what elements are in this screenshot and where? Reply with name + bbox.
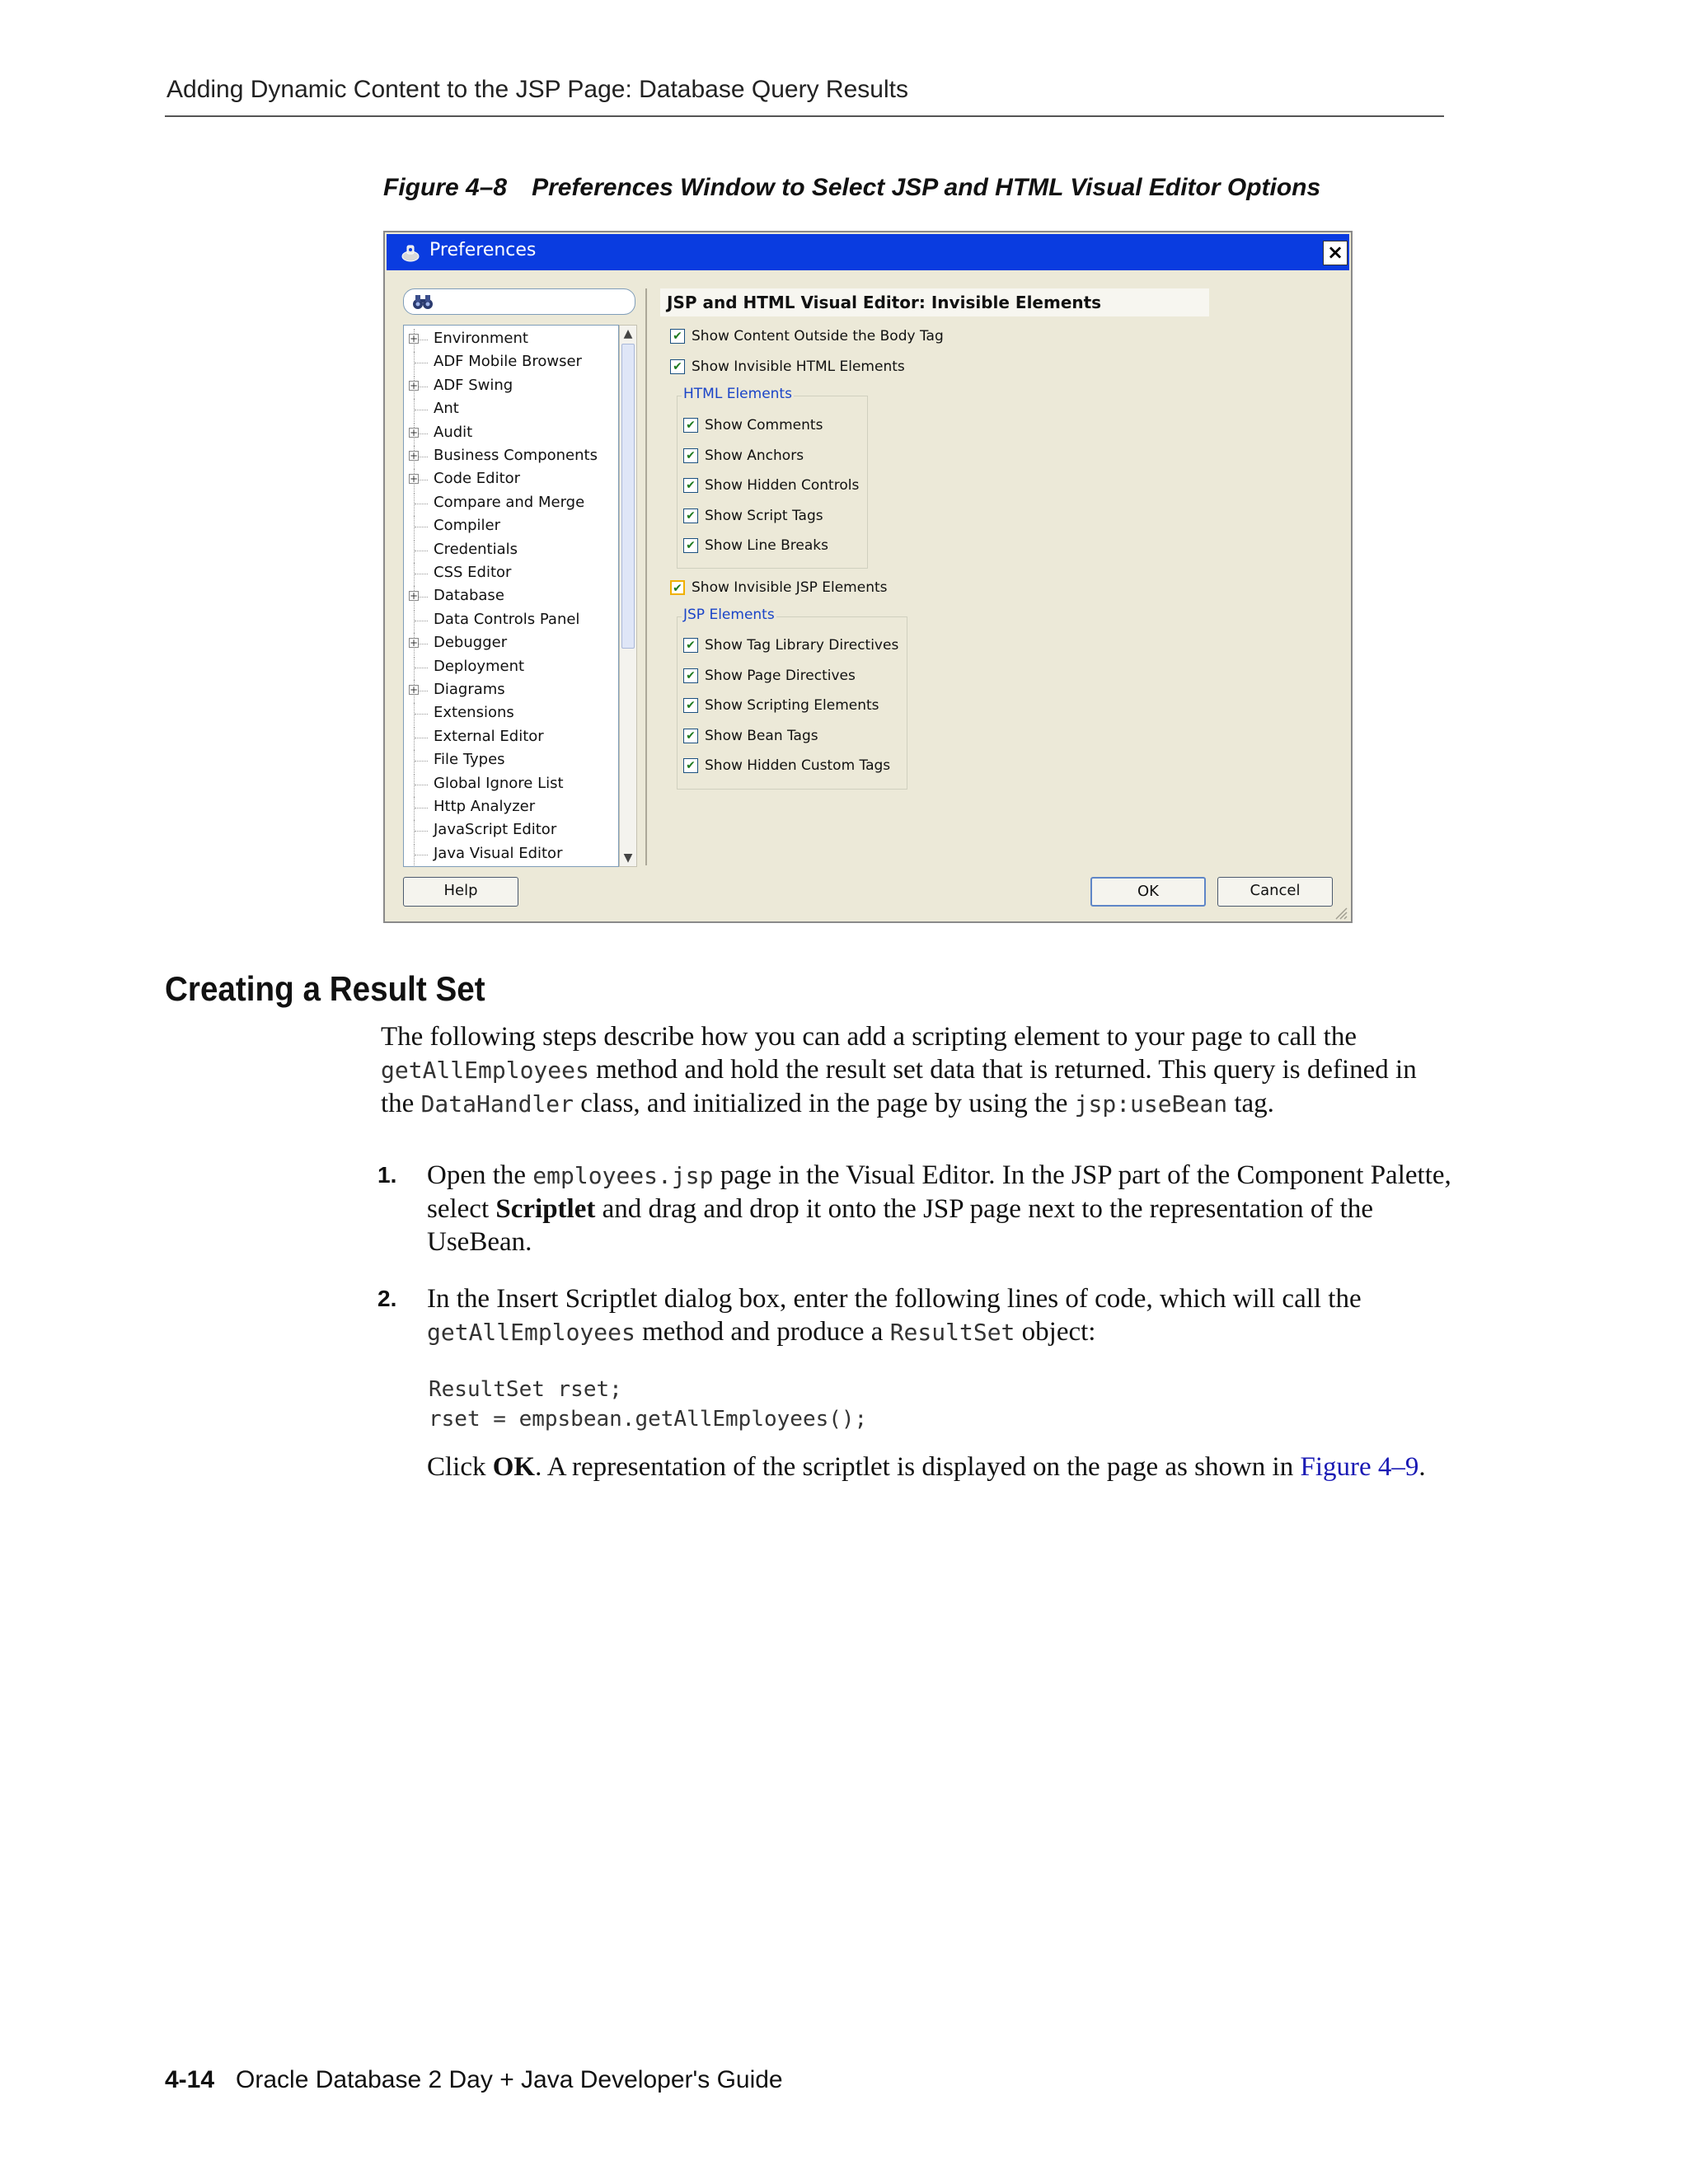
tree-item-label: File Types: [434, 751, 505, 769]
page-footer: [165, 2066, 783, 2094]
text-run: and drag and drop it onto the JSP page next to the representation of the UseBean.: [427, 1194, 1373, 1257]
checkbox-label: Show Tag Library Directives: [705, 637, 899, 654]
code-run: jsp:useBean: [1074, 1090, 1228, 1118]
checkbox-checked-icon: ✔: [670, 580, 685, 595]
tree-item-label: Diagrams: [434, 681, 505, 698]
checkbox-label: Show Bean Tags: [705, 727, 818, 744]
text-run: . A representation of the scriptlet is displayed on the page as shown in: [535, 1452, 1301, 1482]
checkbox-label: Show Invisible HTML Elements: [692, 359, 905, 375]
text-run: page in the Visual Editor. In the JSP part of the Component Palette, select: [427, 1160, 1451, 1224]
running-header: Adding Dynamic Content to the JSP Page: Database Query Results: [166, 76, 908, 103]
tree-guide-line: [414, 820, 415, 843]
tree-item-label: Global Ignore List: [434, 774, 564, 792]
tree-item-label: Database: [434, 587, 504, 605]
dialog-titlebar: [387, 234, 1349, 270]
close-button[interactable]: ×: [1323, 241, 1348, 265]
step-2-number: 2.: [377, 1286, 397, 1311]
checkbox-checked-icon: ✔: [683, 448, 698, 463]
checkbox-checked-icon: ✔: [683, 729, 698, 743]
checkbox-checked-icon: ✔: [683, 698, 698, 713]
tree-guide-line: [414, 493, 415, 516]
tree-branch-line: [415, 831, 428, 832]
ok-button[interactable]: OK: [1090, 877, 1206, 907]
checkbox-checked-icon: ✔: [670, 359, 685, 374]
preferences-category-tree[interactable]: [403, 325, 619, 867]
expand-plus-icon[interactable]: +: [410, 637, 419, 649]
text-run: object:: [1015, 1317, 1096, 1347]
tree-item-label: ADF Swing: [434, 376, 513, 394]
tree-guide-line: [414, 703, 415, 726]
code-line: ResultSet rset;: [429, 1377, 622, 1402]
text-run: class, and initialized in the page by using the: [574, 1089, 1075, 1118]
tree-guide-line: [414, 610, 415, 633]
code-run: getAllEmployees: [381, 1057, 589, 1084]
tree-item-label: Business Components: [434, 447, 598, 464]
code-line: rset = empsbean.getAllEmployees();: [429, 1407, 868, 1432]
preferences-dialog: [383, 231, 1353, 923]
checkbox-checked-icon: ✔: [683, 418, 698, 433]
text-run: method and hold the result set data that is returned. This query is defined in the: [381, 1055, 1417, 1118]
tree-item-label: Deployment: [434, 657, 525, 675]
expand-plus-icon[interactable]: +: [410, 426, 419, 438]
tree-item-label: Compiler: [434, 517, 501, 535]
checkbox-label: Show Anchors: [705, 447, 804, 464]
tree-item-label: Http Analyzer: [434, 798, 536, 815]
tree-item-label: External Editor: [434, 727, 544, 745]
tree-item-label: Data Controls Panel: [434, 610, 580, 628]
expand-plus-icon[interactable]: +: [410, 450, 419, 462]
preferences-app-icon: [400, 242, 421, 264]
tree-guide-line: [414, 727, 415, 750]
book-title: Oracle Database 2 Day + Java Developer's Guide: [236, 2066, 783, 2093]
step-1-number: 1.: [377, 1162, 397, 1188]
tree-guide-line: [414, 563, 415, 586]
checkbox-label: Show Content Outside the Body Tag: [692, 328, 944, 344]
tree-guide-line: [414, 540, 415, 563]
code-run: DataHandler: [420, 1090, 574, 1118]
scroll-up-icon[interactable]: ▲: [623, 327, 633, 340]
figure-caption: [383, 174, 1320, 202]
expand-plus-icon[interactable]: +: [410, 379, 419, 391]
text-run: tag.: [1227, 1089, 1274, 1118]
checkbox-label: Show Invisible JSP Elements: [692, 579, 888, 596]
tree-branch-line: [415, 714, 428, 715]
checkbox-label: Show Hidden Controls: [705, 477, 860, 494]
text-run: .: [1418, 1452, 1426, 1482]
checkbox-checked-icon: ✔: [683, 478, 698, 493]
section-title: Creating a Result Set: [165, 969, 485, 1008]
tree-item-label: Debugger: [434, 634, 508, 652]
tree-scrollbar[interactable]: [619, 325, 637, 867]
click-ok-paragraph: [427, 1451, 1465, 1483]
cancel-button[interactable]: Cancel: [1217, 877, 1333, 907]
tree-item-label: Environment: [434, 330, 528, 347]
preferences-search-input[interactable]: [403, 288, 635, 315]
tree-guide-line: [414, 657, 415, 680]
jsp-elements-group-title: JSP Elements: [683, 607, 775, 623]
bold-run: OK: [492, 1452, 536, 1482]
expand-plus-icon[interactable]: +: [410, 684, 419, 696]
help-button[interactable]: Help: [403, 877, 518, 907]
text-run: Open the: [427, 1160, 533, 1190]
checkbox-checked-icon: ✔: [683, 538, 698, 553]
code-run: getAllEmployees: [427, 1319, 635, 1346]
tree-item-label: CSS Editor: [434, 564, 512, 581]
checkbox-checked-icon: ✔: [683, 668, 698, 683]
code-run: employees.jsp: [532, 1162, 714, 1189]
tree-branch-line: [415, 761, 428, 762]
tree-item-label: Code Editor: [434, 470, 521, 488]
text-run: The following steps describe how you can add a scripting element to your page to call the: [381, 1022, 1357, 1052]
tree-item-label: Credentials: [434, 540, 518, 558]
step-1-text: [427, 1159, 1465, 1258]
checkbox-label: Show Script Tags: [705, 507, 823, 524]
checkbox-label: Show Hidden Custom Tags: [705, 757, 891, 775]
intro-paragraph: [381, 1020, 1452, 1121]
figure-number: Figure 4–8: [383, 174, 508, 201]
checkbox-checked-icon: ✔: [683, 758, 698, 773]
tree-guide-line: [414, 750, 415, 773]
scroll-down-icon[interactable]: ▼: [623, 851, 633, 865]
tree-item-label: ADF Mobile Browser: [434, 353, 582, 371]
tree-item-label: JavaScript Editor: [434, 821, 557, 839]
text-run: Click: [427, 1452, 493, 1482]
checkbox-label: Show Page Directives: [705, 667, 856, 684]
resize-grip-icon[interactable]: [1333, 905, 1348, 920]
panel-title: JSP and HTML Visual Editor: Invisible Elements: [660, 288, 1209, 316]
code-block: [429, 1375, 867, 1434]
tree-item-label: Compare and Merge: [434, 493, 585, 511]
tree-item-label: Ant: [434, 400, 459, 418]
checkbox-checked-icon: ✔: [683, 638, 698, 653]
expand-plus-icon[interactable]: +: [410, 473, 419, 485]
text-run: method and produce a: [635, 1317, 890, 1347]
tree-guide-line: [414, 399, 415, 422]
tree-guide-line: [414, 516, 415, 539]
tree-item-label: Java Visual Editor: [434, 844, 563, 862]
expand-plus-icon[interactable]: +: [410, 590, 419, 602]
expand-plus-icon[interactable]: +: [410, 333, 419, 344]
tree-guide-line: [414, 844, 415, 867]
scrollbar-thumb[interactable]: [621, 344, 635, 649]
checkbox-checked-icon: ✔: [683, 509, 698, 523]
code-run: ResultSet: [889, 1319, 1015, 1346]
step-2-text: [427, 1282, 1465, 1349]
page-number: 4-14: [165, 2066, 215, 2093]
figure-title: Preferences Window to Select JSP and HTML Visual Editor Options: [532, 174, 1321, 201]
checkbox-label: Show Scripting Elements: [705, 697, 879, 715]
checkbox-checked-icon: ✔: [670, 329, 685, 344]
panel-separator: [645, 288, 647, 865]
checkbox-label: Show Line Breaks: [705, 537, 828, 555]
binoculars-icon: [412, 293, 434, 311]
figure-4-9-link[interactable]: Figure 4–9: [1300, 1452, 1419, 1482]
tree-guide-line: [414, 797, 415, 820]
html-elements-group-title: HTML Elements: [683, 386, 792, 402]
tree-item-label: Audit: [434, 423, 473, 441]
tree-guide-line: [414, 352, 415, 375]
text-run: In the Insert Scriptlet dialog box, enter the following lines of code, which will call the: [427, 1284, 1362, 1314]
bold-run: Scriptlet: [495, 1194, 596, 1224]
dialog-title: Preferences: [429, 240, 537, 260]
tree-guide-line: [414, 774, 415, 797]
checkbox-label: Show Comments: [705, 417, 823, 434]
header-rule: [165, 115, 1444, 117]
tree-item-label: Extensions: [434, 704, 514, 722]
